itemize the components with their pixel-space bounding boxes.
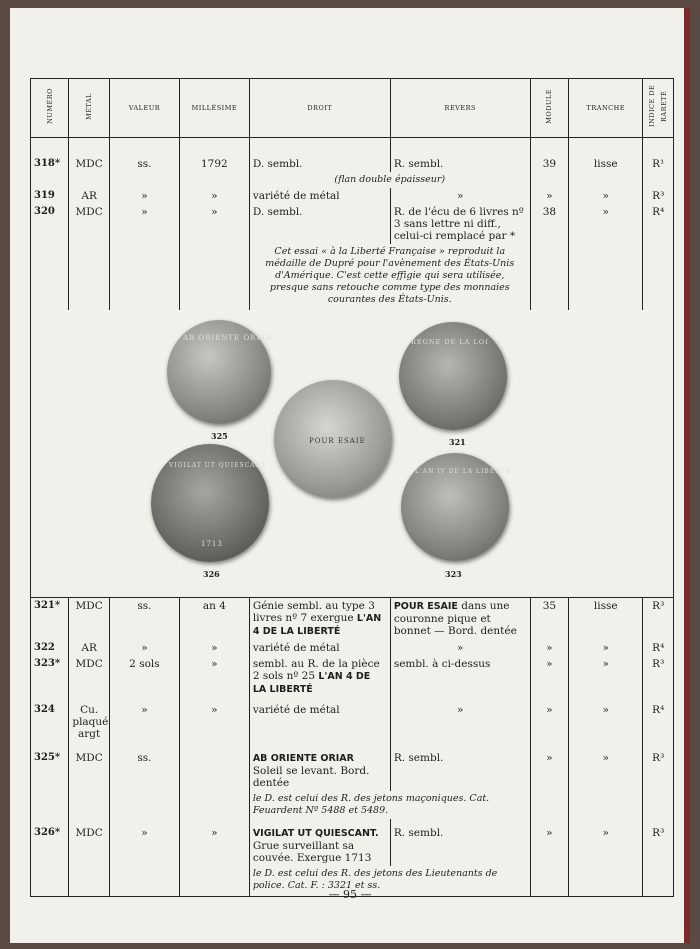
row-module: 35 <box>530 598 568 641</box>
row-tranche: » <box>569 656 643 698</box>
table-row <box>31 742 674 791</box>
row-rarete: R⁴ <box>643 698 674 742</box>
row-tranche: » <box>569 204 643 244</box>
row-droit: sembl. au R. de la pièce 2 sols nº 25 L'AN 4 DE LA LIBERTÉ <box>249 656 390 698</box>
row-module: » <box>530 188 568 204</box>
row-module: » <box>530 656 568 698</box>
row-metal: Cu. plaqué argt <box>69 698 110 742</box>
table-row <box>31 698 674 742</box>
row-tranche: » <box>569 698 643 742</box>
header-valeur: VALEUR <box>109 79 179 138</box>
row-valeur: » <box>109 188 179 204</box>
coin-325-legend: AB ORIENTE ORIAR <box>183 334 273 342</box>
row-revers: R. sembl. <box>390 742 530 791</box>
row-revers: » <box>390 698 530 742</box>
row-millesime: » <box>179 188 249 204</box>
row-valeur: ss. <box>109 598 179 641</box>
table-row <box>31 819 674 866</box>
table-row <box>31 204 674 244</box>
coin-325-caption: 325 <box>211 431 228 441</box>
row-millesime: » <box>179 656 249 698</box>
row-revers: » <box>390 640 530 656</box>
row-millesime <box>179 742 249 791</box>
row-revers: POUR ESAIE dans une couronne pique et bonnet — Bord. dentée <box>390 598 530 641</box>
coin-326-legend: VIGILAT UT QUIESCANT <box>169 462 267 469</box>
row-tranche: » <box>569 640 643 656</box>
row-number: 322 <box>31 640 69 656</box>
coin-321-caption: 321 <box>449 437 466 447</box>
row-valeur: » <box>109 204 179 244</box>
row-tranche: » <box>569 188 643 204</box>
row-number: 318* <box>31 156 69 172</box>
row-tranche: lisse <box>569 156 643 172</box>
row-module: 39 <box>530 156 568 172</box>
row-millesime: » <box>179 640 249 656</box>
row-module: 38 <box>530 204 568 244</box>
row-revers: sembl. à ci-dessus <box>390 656 530 698</box>
row-valeur: » <box>109 640 179 656</box>
row-droit: VIGILAT UT QUIESCANT. Grue surveillant sa couvée. Exergue 1713 <box>249 819 390 866</box>
row-millesime: » <box>179 204 249 244</box>
row-valeur: ss. <box>109 156 179 172</box>
row-rarete: R⁴ <box>643 640 674 656</box>
row-rarete: R³ <box>643 742 674 791</box>
header-millesime: MILLÉSIME <box>179 79 249 138</box>
row-droit: AB ORIENTE ORIAR Soleil se levant. Bord. dentée <box>249 742 390 791</box>
row-valeur: » <box>109 698 179 742</box>
row-valeur: 2 sols <box>109 656 179 698</box>
row-droit: D. sembl. <box>249 156 390 172</box>
row-module: » <box>530 819 568 866</box>
coin-326-exergue: 1713 <box>201 540 223 548</box>
row-note: (flan double épaisseur) <box>249 172 530 188</box>
row-metal: MDC <box>69 156 110 172</box>
table-row <box>31 188 674 204</box>
row-rarete: R¹ <box>643 156 674 172</box>
row-valeur: ss. <box>109 742 179 791</box>
row-millesime: » <box>179 819 249 866</box>
row-number: 326* <box>31 819 69 866</box>
row-millesime: 1792 <box>179 156 249 172</box>
row-rarete: R³ <box>643 819 674 866</box>
row-rarete: R³ <box>643 188 674 204</box>
coin-321-legend: REGNE DE LA LOI <box>411 338 489 346</box>
catalog-page <box>10 8 690 943</box>
coin-323-caption: 323 <box>445 569 462 579</box>
row-valeur: » <box>109 819 179 866</box>
row-module: » <box>530 640 568 656</box>
row-droit: variété de métal <box>249 188 390 204</box>
header-droit: DROIT <box>249 79 390 138</box>
header-metal: MÉTAL <box>69 79 110 138</box>
header-row <box>31 79 674 138</box>
coin-326-caption: 326 <box>203 569 220 579</box>
row-number: 324 <box>31 698 69 742</box>
row-millesime: » <box>179 698 249 742</box>
row-number: 320 <box>31 204 69 244</box>
row-revers: R. de l'écu de 6 livres nº 3 sans lettre ni diff., celui-ci remplacé par * <box>390 204 530 244</box>
row-metal: MDC <box>69 656 110 698</box>
row-millesime: an 4 <box>179 598 249 641</box>
table-row <box>31 598 674 641</box>
coin-catalog-table <box>30 78 674 897</box>
row-number: 319 <box>31 188 69 204</box>
row-droit: variété de métal <box>249 640 390 656</box>
table-row <box>31 156 674 172</box>
row-droit: Génie sembl. au type 3 livres nº 7 exergue L'AN 4 DE LA LIBERTÉ <box>249 598 390 641</box>
row-revers: R. sembl. <box>390 156 530 172</box>
row-metal: MDC <box>69 598 110 641</box>
row-rarete: R³ <box>643 656 674 698</box>
row-metal: AR <box>69 640 110 656</box>
row-rarete: R⁴ <box>643 204 674 244</box>
row-tranche: lisse <box>569 598 643 641</box>
row-metal: MDC <box>69 742 110 791</box>
row-module: » <box>530 698 568 742</box>
table-row <box>31 656 674 698</box>
header-numero: NUMÉRO <box>31 79 69 138</box>
header-revers: REVERS <box>390 79 530 138</box>
page-number: — 95 — <box>328 888 372 901</box>
row-number: 325* <box>31 742 69 791</box>
row-revers: » <box>390 188 530 204</box>
row-number: 321* <box>31 598 69 641</box>
row-droit: D. sembl. <box>249 204 390 244</box>
row-number: 323* <box>31 656 69 698</box>
row-revers: R. sembl. <box>390 819 530 866</box>
row-note: Cet essai « à la Liberté Française » reproduit la médaille de Dupré pour l'avènement des États-Unis d'Amérique. C'est cette effigie qui sera utilisée, presque sans retouche comme type des monnaies courantes des États-Unis. <box>249 244 530 310</box>
row-rarete: R³ <box>643 598 674 641</box>
coin-323-legend: L'AN IV DE LA LIBERTÉ <box>415 468 511 475</box>
row-tranche: » <box>569 742 643 791</box>
row-metal: MDC <box>69 819 110 866</box>
row-note: le D. est celui des R. des jetons des Lieutenants de police. Cat. F. : 3321 et ss. <box>249 866 530 897</box>
table-row <box>31 640 674 656</box>
row-module: » <box>530 742 568 791</box>
header-module: MODULE <box>530 79 568 138</box>
coin-pour-esaie-legend: POUR ESAIE <box>309 437 366 445</box>
row-metal: MDC <box>69 204 110 244</box>
header-tranche: TRANCHE <box>569 79 643 138</box>
row-tranche: » <box>569 819 643 866</box>
header-rarete: INDICE DE RARETÉ <box>643 79 674 138</box>
row-metal: AR <box>69 188 110 204</box>
coin-plate <box>31 310 674 598</box>
row-droit: variété de métal <box>249 698 390 742</box>
row-note: le D. est celui des R. des jetons maçoniques. Cat. Feuardent Nº 5488 et 5489. <box>249 791 530 819</box>
